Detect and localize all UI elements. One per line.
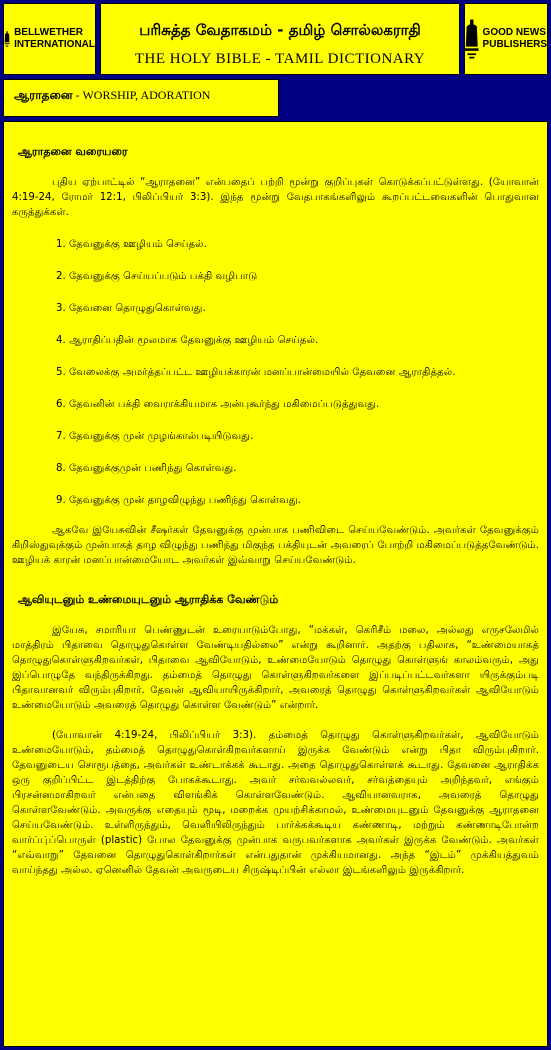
content-panel — [3, 121, 548, 1047]
right-logo-line1: GOOD NEWS — [482, 27, 546, 38]
bellwether-logo — [3, 3, 96, 75]
left-logo-line2: INTERNATIONAL — [14, 39, 95, 50]
list-item: 5. வேலைக்கு அமர்த்தப்பட்ட ஊழியக்காரன் மனப்பான்மையில் தேவனை ஆராதித்தல். — [56, 367, 456, 378]
right-logo-line2: PUBLISHERS — [482, 39, 547, 50]
entry-heading-tamil: ஆராதனை — [14, 88, 73, 102]
body-paragraph: (யோவான் 4:19-24, பிலிப்பியர் 3:3). தம்மைத் தொழுது கொள்ளுகிறவர்கள், ஆவியோடும் உண்மையோடும், தம்மைத் தொழுதுகொள்கிறவர்களாய் இருக்க வேண்டும் என்று பிதா விரும்புகிறார். தேவனுடைய சொரூபத்தை, அவர்கள் உண்டாக்கக் கூடாது. அதை தொழுதுகொள்ளக் கூடாது. தேவனை ஆராதிக்க ஒரு குறிப்பிட்ட இடத்திற்கு போகக்கூடாது. அவர் சர்வவல்லவர், சர்வத்தையும் அறிந்தவர், எங்கும் பிரசன்னமாகிறவர் என்பதை விளங்கிக் கொள்ளவேண்டும். ஆவியானவராக, அவரைத் தொழுது கொள்ளவேண்டும். அவருக்கு எதையும் மூடி, மறைக்க முயற்சிக்காமல், உண்மையுடனும் தேவனுக்கு ஆராதனை செய்யவேண்டும். உள்ளிருந்தும், வெளியிலிருந்தும் பார்க்கக்கூடிய கண்ணாடி, மற்றும் கண்ணாடிபோன்ற வார்ப்பு்ப்பொருள் (plastic) போல தேவனுக்கு முன்பாக வருபவர்களாக அவர்கள் இருக்க வேண்டும். அவர்கள் “எவ்வாறு” தேவனை தொழுதுகொள்கிறார்கள் என்பதுதான் முக்கியமானது. அந்த “இடம்” முக்கியத்துவம் வாய்ந்தது அல்ல. ஏனெனில் தேவன் அவருடைய சிருஷ்டிப்பின் எல்லா இடங்களிலும் இருக்கிறார். — [12, 730, 539, 876]
title-tamil: பரிசுத்த வேதாகமம் - தமிழ் சொல்லகராதி — [139, 21, 421, 39]
conclusion-paragraph: ஆகவே இயேசுவின் சீஷர்கள் தேவனுக்கு முன்பாக பணிவிடை செய்யவேண்டும். அவர்கள் தேவனுக்கும் கிறிஸ்துவுக்கும் முன்பாகத் தாழ விழுந்து பணிந்து மிகுந்த பக்தியுடன் அவரைப் போற்றி மகிமைப்படுத்தவேண்டும். ஊழியக் காரன் மனப்பான்மையோட அவர்கள் இவ்வாறு செய்யவேண்டும். — [12, 525, 539, 566]
title-banner — [100, 3, 460, 75]
section-title-spirit-truth: ஆவியுடனும் உண்மையுடனும் ஆராதிக்க வேண்டும் — [18, 593, 279, 606]
list-item: 6. தேவனின் பக்தி வைராக்கியமாக அன்புகூர்ந்து மகிமைப்படுத்துவது. — [56, 399, 380, 410]
list-item: 7. தேவனுக்கு முன் முழங்கால்படியிடுவது. — [56, 431, 254, 442]
list-item: 2. தேவனுக்கு செய்யப்படும் பக்தி வழிபாடு — [56, 271, 258, 282]
list-item: 4. ஆராதிப்பதின் மூலமாக தேவனுக்கு ஊழியம் செய்தல். — [56, 335, 319, 346]
list-item: 3. தேவனை தொழுதுகொள்வது. — [56, 303, 206, 314]
list-item: 9. தேவனுக்கு முன் தாழவிழுந்து பணிந்து கொள்வது. — [56, 495, 301, 506]
good-news-logo — [464, 3, 548, 75]
entry-heading — [3, 79, 279, 117]
entry-heading-english: - WORSHIP, ADORATION — [72, 88, 211, 102]
section-title-definition: ஆராதனை வரையரை — [18, 145, 128, 158]
list-item: 8. தேவனுக்குமுன் பணிந்து கொள்வது. — [56, 463, 237, 474]
left-logo-line1: BELLWETHER — [14, 27, 83, 38]
body-paragraph: இயேசு, சமாரியா பெண்ணுடன் உரையாடும்போது, “மக்கள், கெரிசீம் மலை, அல்லது எருசலேமில் மாத்திரம் பிதாவை தொழுதுகொள்ள வேண்டியதில்லை” என்று கூறினார். அதற்கு பதிலாக, “உண்மையாகத் தொழுதுகொள்ளுகிறவர்கள், பிதாவை ஆவியோடும், உண்மையோடும் தொழுது கொள்ளுங் காலம்வரும், அது இப்பொழுதே வந்திருக்கிறது. தம்மைத் தொழுது கொள்ளுகிறவர்களை இப்படிப்பட்டவர்களா யிருக்கும்படி பிதாவானவர் விரும்புகிறார். தேவன் ஆவியாயிருக்கிறார், அவரைத் தொழுது கொள்ளுகிறவர்கள் ஆவியோடும் உண்மையோடும் அவரைத் தொழுது கொள்ள வேண்டும்” என்றார். — [12, 625, 539, 711]
list-item: 1. தேவனுக்கு ஊழியம் செய்தல். — [56, 239, 207, 250]
title-english: THE HOLY BIBLE - TAMIL DICTIONARY — [134, 51, 426, 67]
bell-icon — [465, 14, 479, 64]
intro-paragraph: புதிய ஏற்பாட்டில் “ஆராதனை” என்பதைப் பற்றி மூன்று குறிப்புகள் கொடுக்கப்பட்டுள்ளது. (யோவான் 4:19-24, ரோமர் 12:1, பிலிப்பியர் 3:3). இந்த மூன்று வேதபாகங்களிலும் கூறப்பட்டவைகளின் பொதுவான கருத்துக்கள். — [12, 177, 539, 218]
bell-icon — [4, 14, 10, 64]
